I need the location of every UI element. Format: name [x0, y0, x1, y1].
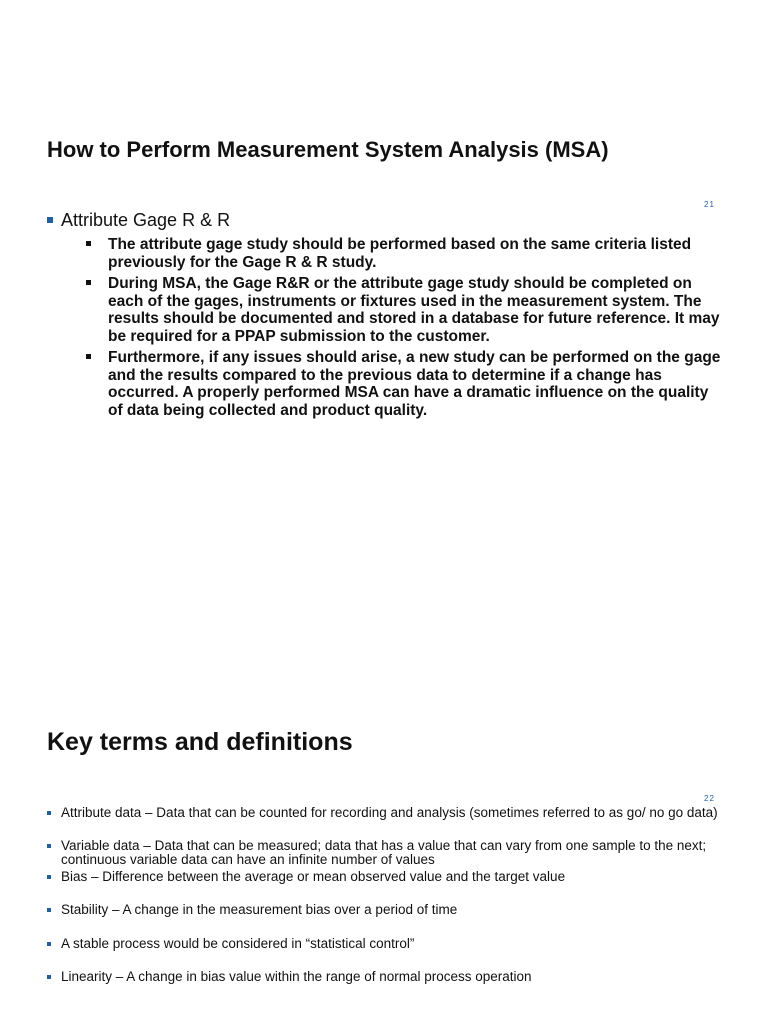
slide-title: How to Perform Measurement System Analysis (MSA) — [47, 137, 609, 162]
term-item — [47, 970, 727, 985]
bullet-text: Attribute Gage R & R — [61, 210, 231, 230]
term-text: A stable process would be considered in “statistical control” — [61, 935, 415, 951]
bullet-attribute-gage — [47, 209, 230, 231]
sub-bullet-text: The attribute gage study should be performed based on the same criteria listed previously for the Gage R & R study. — [108, 236, 692, 271]
sub-bullet-text: Furthermore, if any issues should arise, a new study can be performed on the gage and the results compared to the previous data to determine if a change has occurred. A properly performed MSA can have a dramatic influence on the quality of data being collected and product quality. — [108, 349, 721, 419]
term-item — [47, 903, 727, 918]
term-text: Bias – Difference between the average or mean observed value and the target value — [61, 868, 566, 884]
square-bullet-icon — [47, 217, 53, 223]
term-item — [47, 937, 727, 952]
sub-bullet-item — [86, 236, 726, 271]
square-bullet-icon — [86, 354, 91, 359]
term-text: Stability – A change in the measurement bias over a period of time — [61, 902, 458, 917]
square-bullet-icon — [47, 942, 51, 946]
page-number: 21 — [704, 200, 715, 209]
square-bullet-icon — [47, 875, 51, 879]
sub-bullet-item — [86, 275, 726, 345]
term-item — [47, 870, 727, 885]
sub-bullet-text: During MSA, the Gage R&R or the attribute gage study should be completed on each of the gages, instruments or fixtures used in the measurement system. The results should be documented and stored in a database for future reference. It may be required for a PPAP submission to the customer. — [108, 275, 720, 345]
square-bullet-icon — [47, 908, 51, 912]
square-bullet-icon — [86, 280, 91, 285]
page-number: 22 — [704, 794, 715, 803]
slide-22 — [0, 512, 768, 1024]
terms-list — [47, 806, 727, 985]
sub-bullet-item — [86, 349, 726, 419]
term-text: Attribute data – Data that can be counted for recording and analysis (sometimes referred to as go/ no go data) — [61, 805, 718, 820]
square-bullet-icon — [47, 811, 51, 815]
term-text: Variable data – Data that can be measured; data that has a value that can vary from one sample to the next; continuous variable data can have an infinite number of values — [61, 837, 707, 867]
square-bullet-icon — [47, 975, 51, 979]
square-bullet-icon — [86, 241, 91, 246]
square-bullet-icon — [47, 844, 51, 848]
term-item — [47, 806, 727, 821]
term-text: Linearity – A change in bias value within the range of normal process operation — [61, 969, 532, 984]
term-item — [47, 839, 727, 868]
slide-title: Key terms and definitions — [47, 728, 353, 756]
sub-bullet-list — [86, 236, 726, 423]
